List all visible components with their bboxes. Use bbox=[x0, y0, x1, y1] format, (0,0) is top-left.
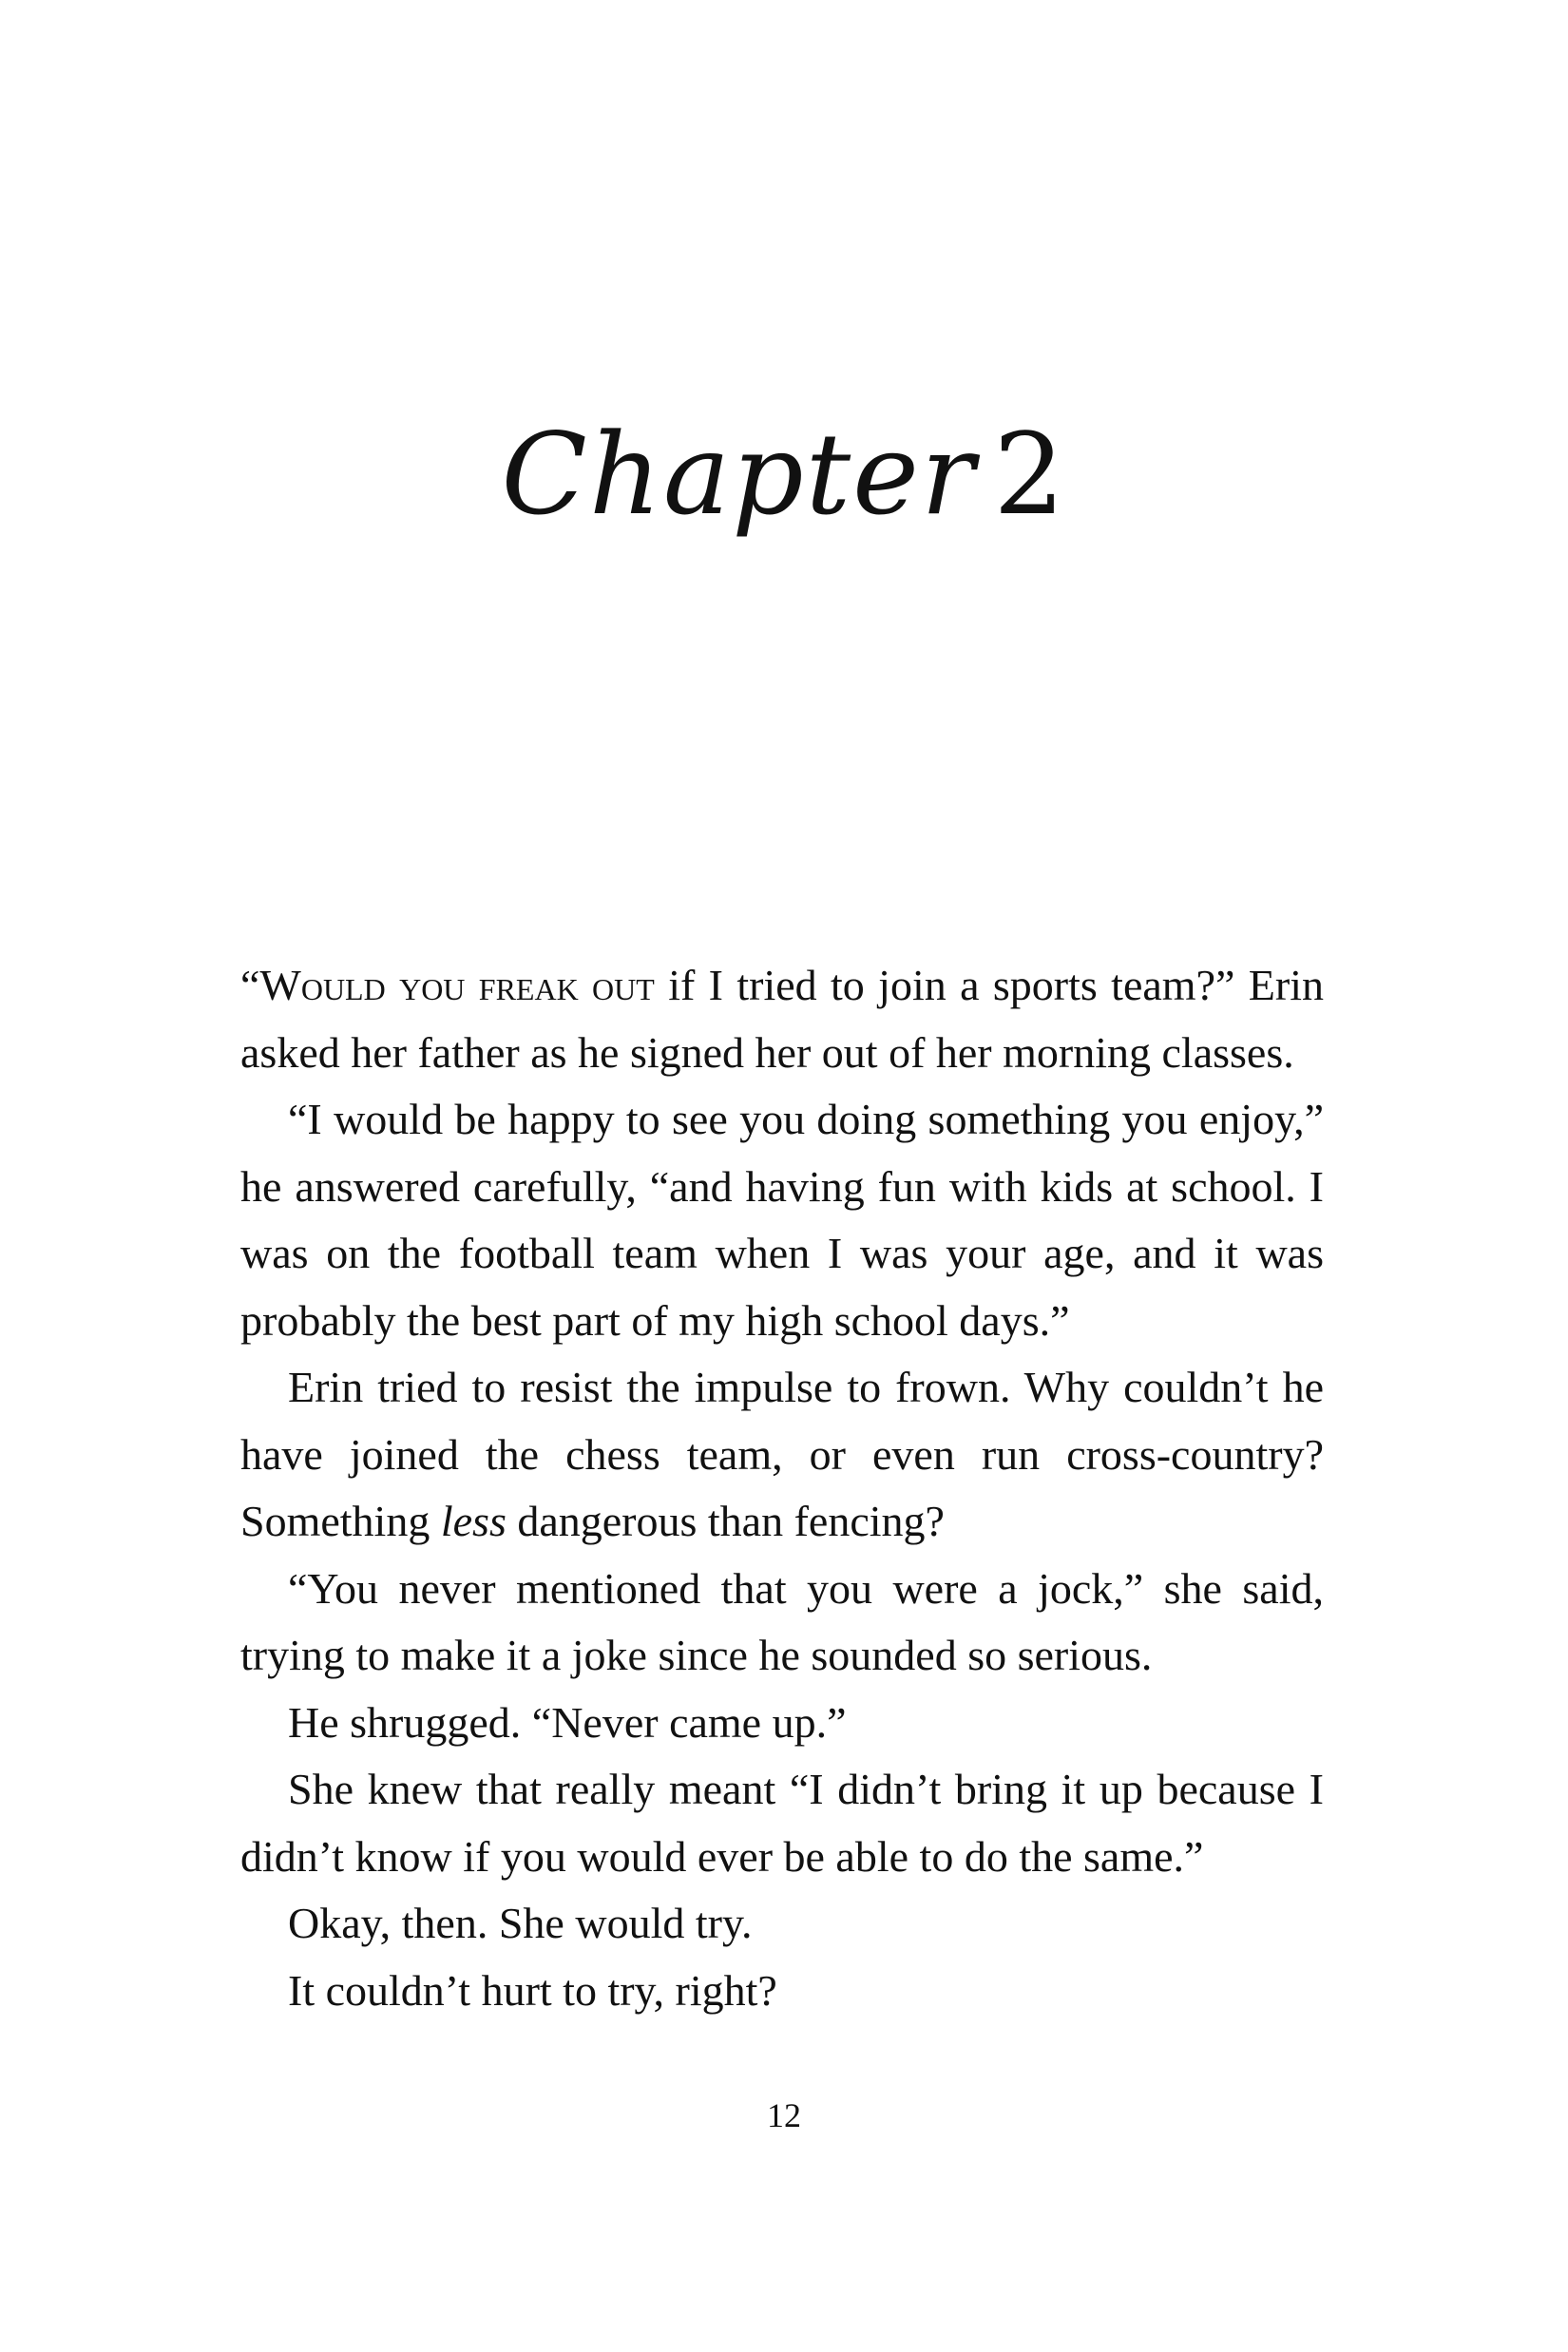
paragraph-8: It couldn’t hurt to try, right? bbox=[288, 1965, 777, 2015]
paragraph-5: He shrugged. “Never came up.” bbox=[288, 1697, 847, 1747]
paragraph-1 bbox=[240, 952, 1324, 1086]
paragraph-1-text: if I tried to join a sports team?” Erin asked her father as he signed her out of her morning classes. bbox=[240, 961, 1324, 1077]
chapter-number: 2 bbox=[993, 409, 1067, 540]
paragraph-4: “You never mentioned that you were a jock,” she said, trying to make it a joke since he sounded so serious. bbox=[240, 1563, 1324, 1679]
page-number: 12 bbox=[767, 2096, 801, 2134]
opening-small-caps: “Would you freak out bbox=[240, 961, 655, 1009]
paragraph-6: She knew that really meant “I didn’t bring it up because I didn’t know if you would ever be able to do the same.” bbox=[240, 1765, 1324, 1881]
chapter-heading bbox=[0, 409, 1568, 540]
paragraph-3-text-c: dangerous than fencing? bbox=[506, 1497, 945, 1545]
paragraph-2: “I would be happy to see you doing something you enjoy,” he answered carefully, “and having fun with kids at school. I was on the football team when I was your age, and it was probably the best part of my high school days.” bbox=[240, 1095, 1324, 1345]
paragraph-7: Okay, then. She would try. bbox=[288, 1899, 753, 1947]
body-text bbox=[240, 952, 1324, 2024]
chapter-word: Chapter bbox=[501, 409, 977, 540]
paragraph-3-text-b: Something bbox=[240, 1497, 441, 1545]
emphasis-less: less bbox=[440, 1497, 507, 1545]
paragraph-3-text: Erin tried to resist the impulse to frown. Why couldn’t he have joined the chess team, or even run cross-country? bbox=[240, 1363, 1324, 1479]
paragraph-3 bbox=[240, 1354, 1324, 1556]
